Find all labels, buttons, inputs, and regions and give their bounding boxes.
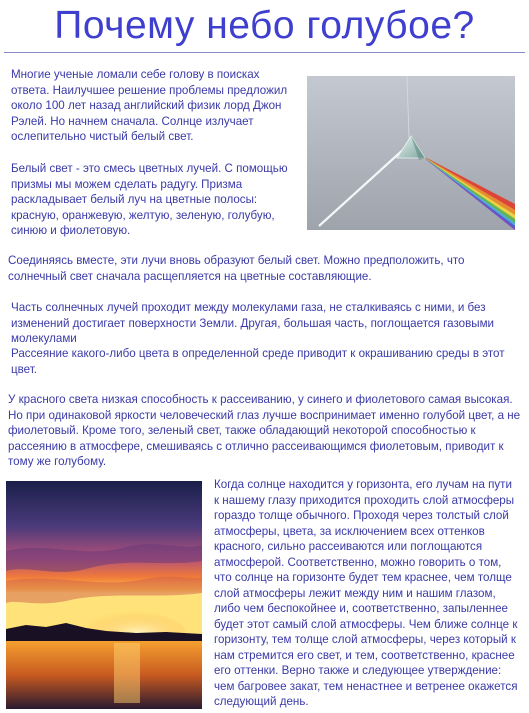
paragraph-white-light: Белый свет - это смесь цветных лучей. С помощью призмы мы можем сделать радугу. Призма раскладывает белый луч на цветные полосы: красную, оранжевую, желтую, зеленую, голубую, синюю и фиолетовую. [11, 162, 288, 237]
paragraph-sunset: Когда солнце находится у горизонта, его лучам на пути к нашему глазу приходится проходить слой атмосферы гораздо толще обычного. Проходя через толстый слой атмосферы, цвета, за исключением всех оттенков красного, сильно рассеиваются или поглощаются атмосферой. Соответственно, можно говорить о том, что солнце на горизонте будет тем краснее, чем толще слой атмосферы лежит между ним и нашим глазом, либо чем беспокойнее и, соответственно, запыленнее будет этот самый слой атмосферы. Чем ближе солнце к горизонту, тем толще слой атмосферы, через который к нам стремится его свет, и тем, соответственно, краснее его оттенки. Верно также и следующее утверждение: чем багровее закат, тем ненастнее и ветренее окажется следующий день. [214, 478, 518, 708]
page-title: Почему небо голубое? [54, 4, 475, 47]
prism-image [307, 76, 515, 230]
paragraph-recombination: Соединяясь вместе, эти лучи вновь образуют белый свет. Можно предположить, что солнечный свет сначала расщепляется на цветные составляющие. [8, 254, 465, 283]
paragraph-intro: Многие ученые ломали себе голову в поисках ответа. Наилучшее решение проблемы предложил около 100 лет назад английский физик лорд Джон Рэлей. Но начнем сначала. Солнце излучает ослепительно чистый белый свет. [11, 68, 288, 143]
paragraph-red-blue: У красного света низкая способность к рассеиванию, у синего и фиолетового самая высокая. Но при одинаковой яркости человеческий глаз лучше воспринимает именно голубой цвет, а не фиолетовый. Кроме того, зеленый свет, также обладающий некоторой способностью к рассеянию в атмосфере, смешиваясь с отлично рассеивающимся фиолетовым, приводит к тому же голубому. [8, 393, 521, 468]
title-divider [4, 52, 525, 53]
paragraph-molecules: Часть солнечных лучей проходит между молекулами газа, не сталкиваясь с ними, и без изменений достигает поверхности Земли. Другая, большая часть, поглощается газовыми молекулами [11, 301, 495, 345]
sunset-image [6, 481, 202, 709]
paragraph-scattering: Рассеяние какого-либо цвета в определенной среде приводит к окрашиванию среды в этот цвет. [11, 347, 505, 376]
